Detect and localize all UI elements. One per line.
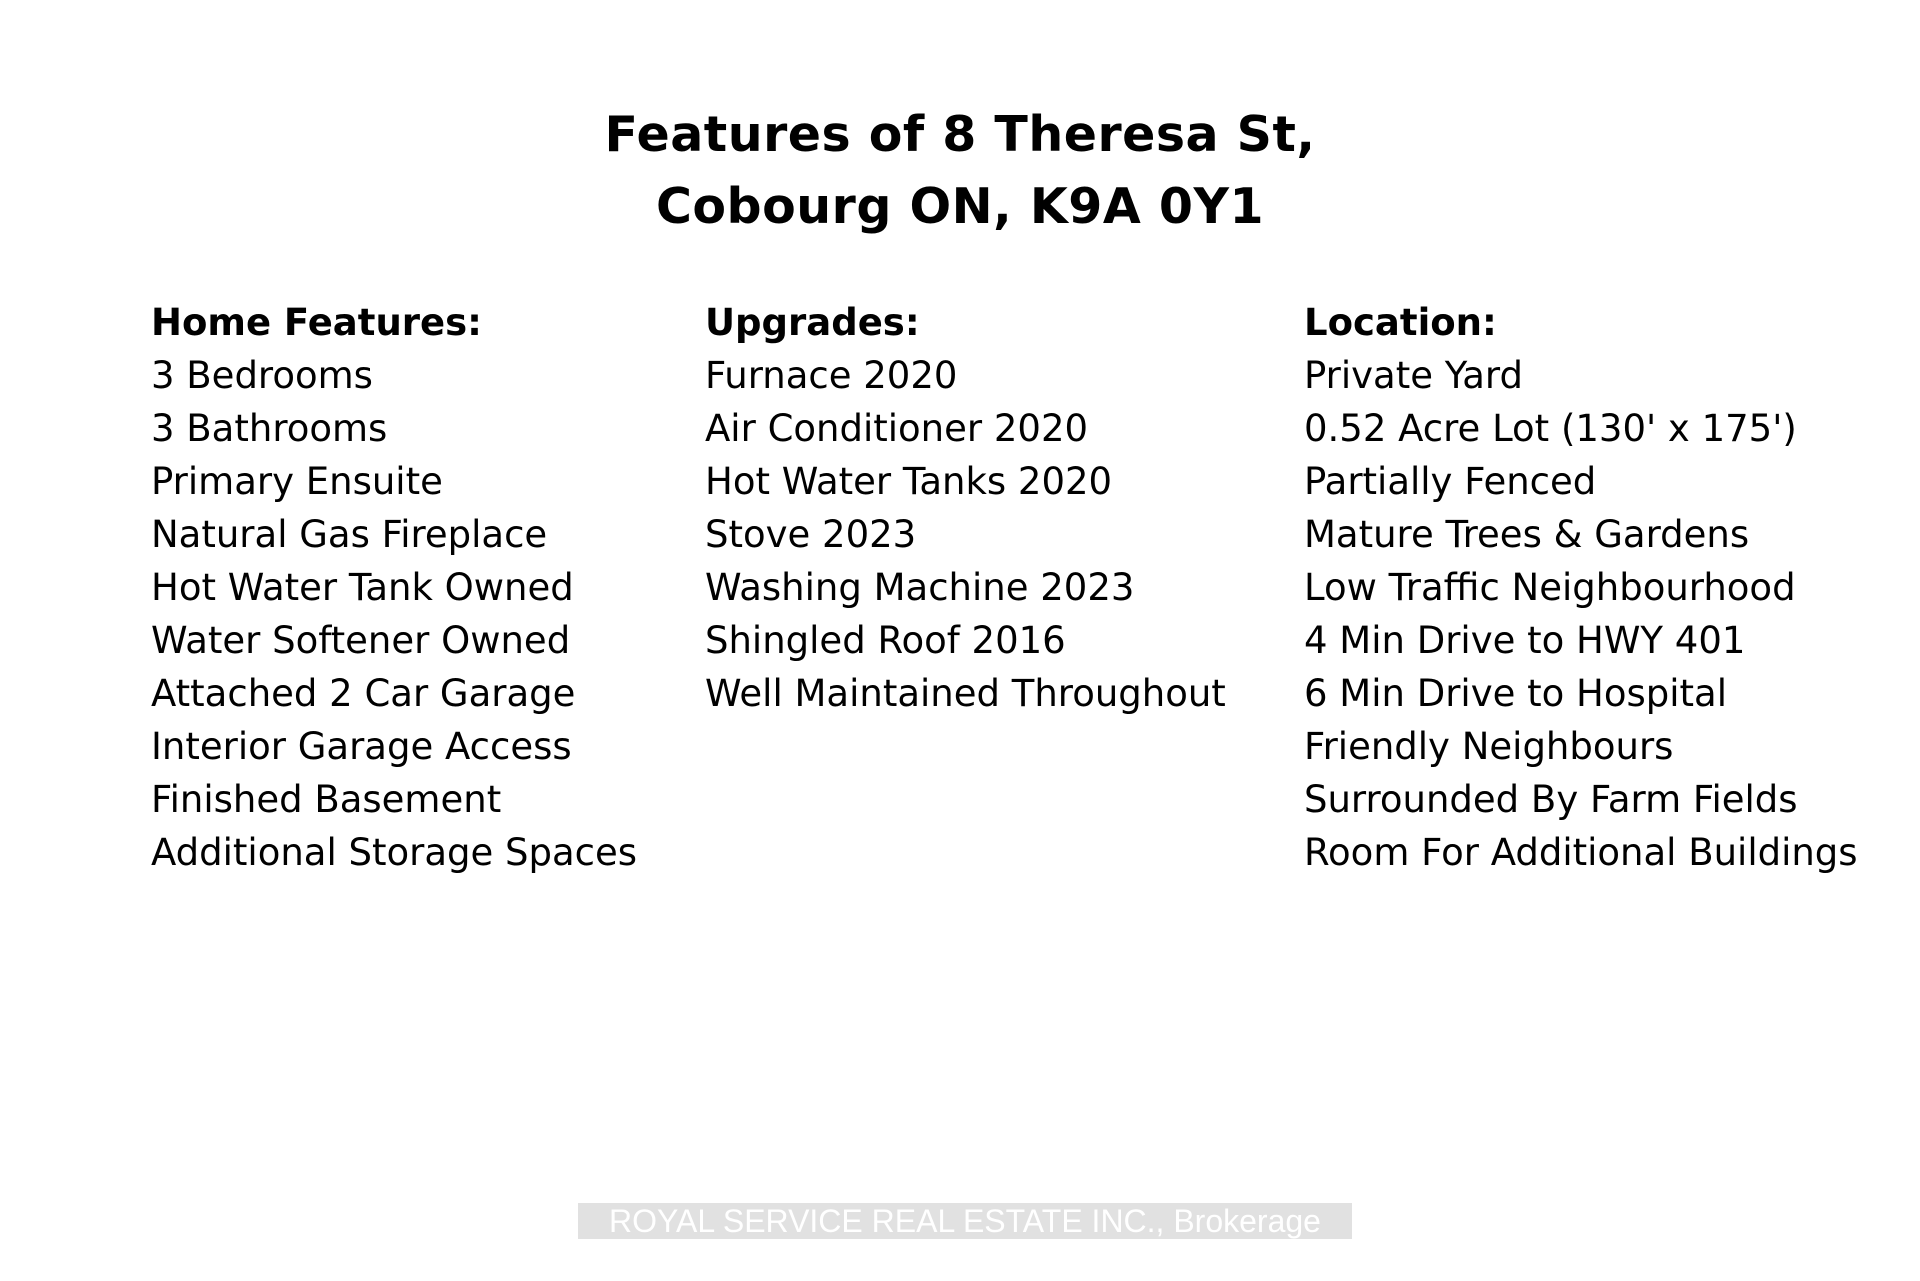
location-item: Room For Additional Buildings [1304,831,1858,874]
upgrade-item: Stove 2023 [705,513,917,556]
upgrade-item: Shingled Roof 2016 [705,619,1066,662]
location-item: Low Traffic Neighbourhood [1304,566,1796,609]
location-item: 6 Min Drive to Hospital [1304,672,1727,715]
upgrade-item: Air Conditioner 2020 [705,407,1089,450]
home-feature-item: Hot Water Tank Owned [151,566,574,609]
location-item: 0.52 Acre Lot (130' x 175') [1304,407,1797,450]
home-features-heading: Home Features: [151,301,482,344]
location-item: 4 Min Drive to HWY 401 [1304,619,1746,662]
home-feature-item: Additional Storage Spaces [151,831,638,874]
page-title [0,99,1920,243]
home-feature-item: Natural Gas Fireplace [151,513,548,556]
upgrade-item: Hot Water Tanks 2020 [705,460,1113,503]
home-feature-item: 3 Bathrooms [151,407,388,450]
upgrade-item: Furnace 2020 [705,354,958,397]
title-line-2: Cobourg ON, K9A 0Y1 [655,177,1265,235]
home-feature-item: Interior Garage Access [151,725,572,768]
location-item: Private Yard [1304,354,1523,397]
home-features-list [151,349,637,879]
home-feature-item: Attached 2 Car Garage [151,672,576,715]
location-item: Mature Trees & Gardens [1304,513,1750,556]
location-list [1304,349,1858,879]
home-feature-item: Water Softener Owned [151,619,571,662]
upgrades-column [705,296,1226,720]
location-heading: Location: [1304,301,1497,344]
upgrade-item: Washing Machine 2023 [705,566,1135,609]
home-feature-item: 3 Bedrooms [151,354,373,397]
home-feature-item: Finished Basement [151,778,502,821]
home-feature-item: Primary Ensuite [151,460,443,503]
upgrades-list [705,349,1226,720]
title-line-1: Features of 8 Theresa St, [604,105,1316,163]
location-column [1304,296,1858,879]
brokerage-watermark: ROYAL SERVICE REAL ESTATE INC., Brokerage [578,1203,1352,1239]
upgrades-heading: Upgrades: [705,301,920,344]
location-item: Partially Fenced [1304,460,1597,503]
location-item: Friendly Neighbours [1304,725,1674,768]
home-features-column [151,296,637,879]
upgrade-item: Well Maintained Throughout [705,672,1226,715]
location-item: Surrounded By Farm Fields [1304,778,1798,821]
